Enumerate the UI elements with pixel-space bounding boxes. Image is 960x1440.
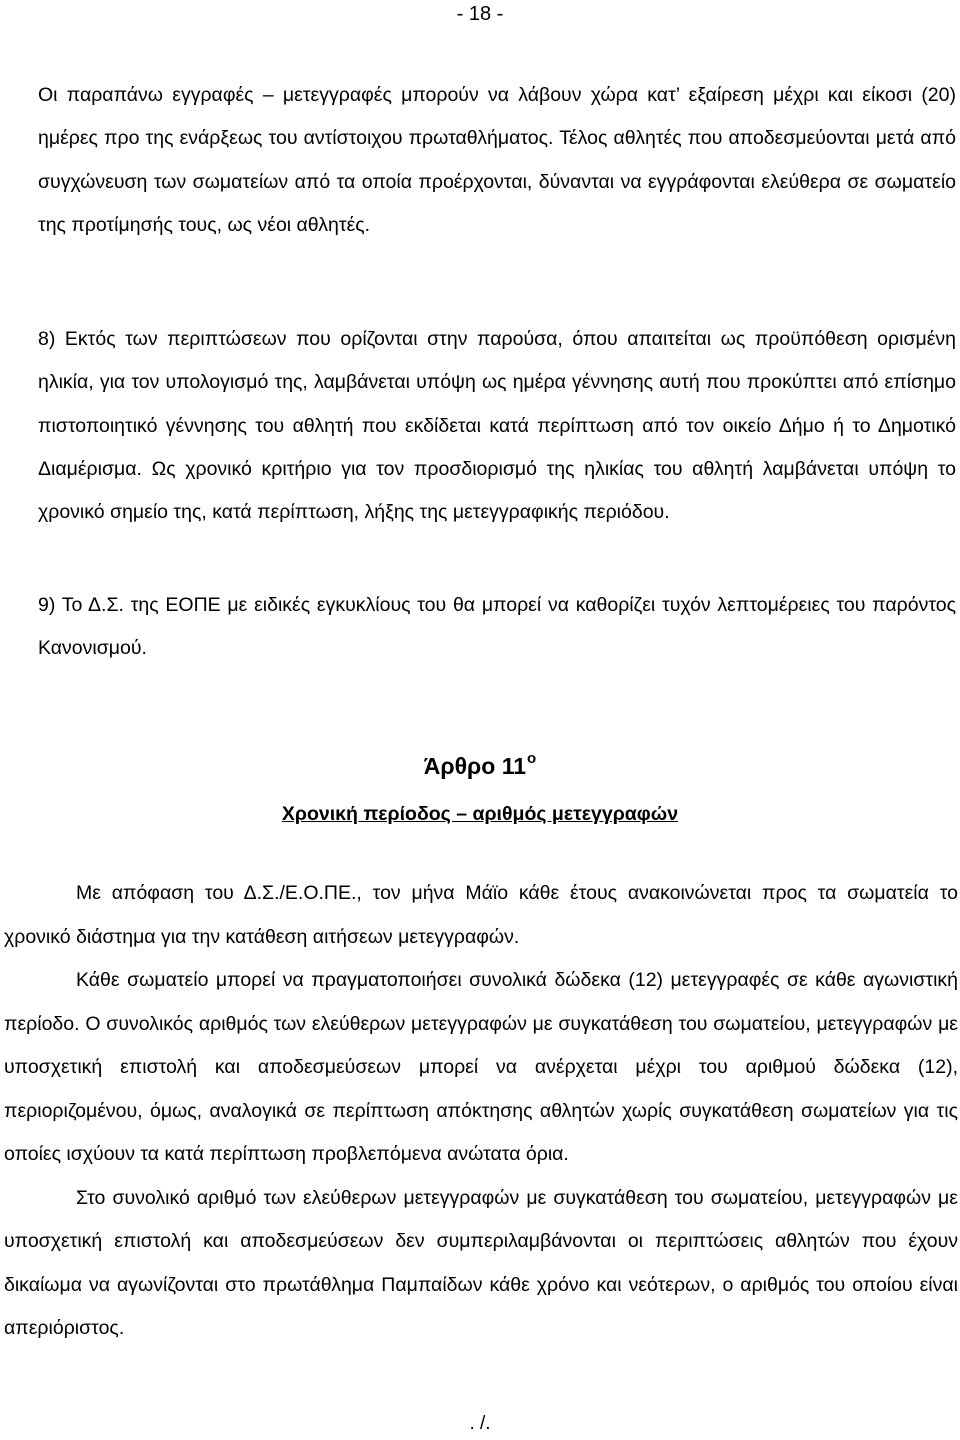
article-body (4, 872, 958, 1351)
article-paragraph-3: Στο συνολικό αριθμό των ελεύθερων μετεγγραφών με συγκατάθεση του σωματείου, μετεγγραφών με υποσχετική επιστολή και αποδεσμεύσεων δεν συμπεριλαμβάνονται οι περιπτώσεις αθλητών που έχουν δικαίωμα να αγωνίζονται στο πρωτάθλημα Παμπαίδων κάθε χρόνο και νεότερων, ο αριθμός του οποίου είναι απεριόριστος. (4, 1186, 958, 1339)
continuation-mark: . /. (469, 1413, 491, 1434)
item-8-block (38, 318, 956, 534)
item-9-paragraph: 9) Το Δ.Σ. της ΕΟΠΕ με ειδικές εγκυκλίους του θα μπορεί να καθορίζει τυχόν λεπτομέρειες του παρόντος Κανονισμού. (38, 594, 956, 660)
page-number: - 18 - (456, 3, 504, 25)
article-title-superscript: ο (527, 750, 537, 767)
item-8-paragraph: 8) Εκτός των περιπτώσεων που ορίζονται στην παρούσα, όπου απαιτείται ως προϋπόθεση ορισμένη ηλικία, για τον υπολογισμό της, λαμβάνεται υπόψη ως ημέρα γέννησης αυτή που προκύπτει από επίσημο πιστοποιητικό γέννησης του αθλητή που εκδίδεται κατά περίπτωση από τον οικείο Δήμο ή το Δημοτικό Διαμέρισμα. Ως χρονικό κριτήριο για τον προσδιορισμό της ηλικίας του αθλητή λαμβάνεται υπόψη το χρονικό σημείο της, κατά περίπτωση, λήξης της μετεγγραφικής περιόδου. (38, 328, 956, 524)
article-subtitle: Χρονική περίοδος – αριθμός μετεγγραφών (281, 803, 679, 825)
article-paragraph-2: Κάθε σωματείο μπορεί να πραγματοποιήσει συνολικά δώδεκα (12) μετεγγραφές σε κάθε αγωνιστική περίοδο. Ο συνολικός αριθμός των ελεύθερων μετεγγραφών με συγκατάθεση του σωματείου, μετεγγραφών με υποσχετική επιστολή και αποδεσμεύσεων μπορεί να ανέρχεται μέχρι του αριθμού δώδεκα (12), περιοριζομένου, όμως, αναλογικά σε περίπτωση απόκτησης αθλητών χωρίς συγκατάθεση σωματείων για τις οποίες ισχύουν τα κατά περίπτωση προβλεπόμενα ανώτατα όρια. (4, 969, 958, 1165)
lead-paragraph-block (38, 74, 956, 247)
article-title (0, 748, 960, 784)
item-9-block (38, 584, 956, 671)
article-paragraph-1: Με απόφαση του Δ.Σ./Ε.Ο.ΠΕ., τον μήνα Μάϊο κάθε έτους ανακοινώνεται προς τα σωματεία το χρονικό διάστημα για την κατάθεση αιτήσεων μετεγγραφών. (4, 882, 958, 948)
article-title-text: Άρθρο 11 (423, 753, 527, 779)
lead-paragraph: Οι παραπάνω εγγραφές – μετεγγραφές μπορούν να λάβουν χώρα κατ’ εξαίρεση μέχρι και είκοσι (20) ημέρες προ της ενάρξεως του αντίστοιχου πρωταθλήματος. Τέλος αθλητές που αποδεσμεύονται μετά από συγχώνευση των σωματείων από τα οποία προέρχονται, δύνανται να εγγράφονται ελεύθερα σε σωματείο της προτίμησής τους, ως νέοι αθλητές. (38, 84, 956, 236)
